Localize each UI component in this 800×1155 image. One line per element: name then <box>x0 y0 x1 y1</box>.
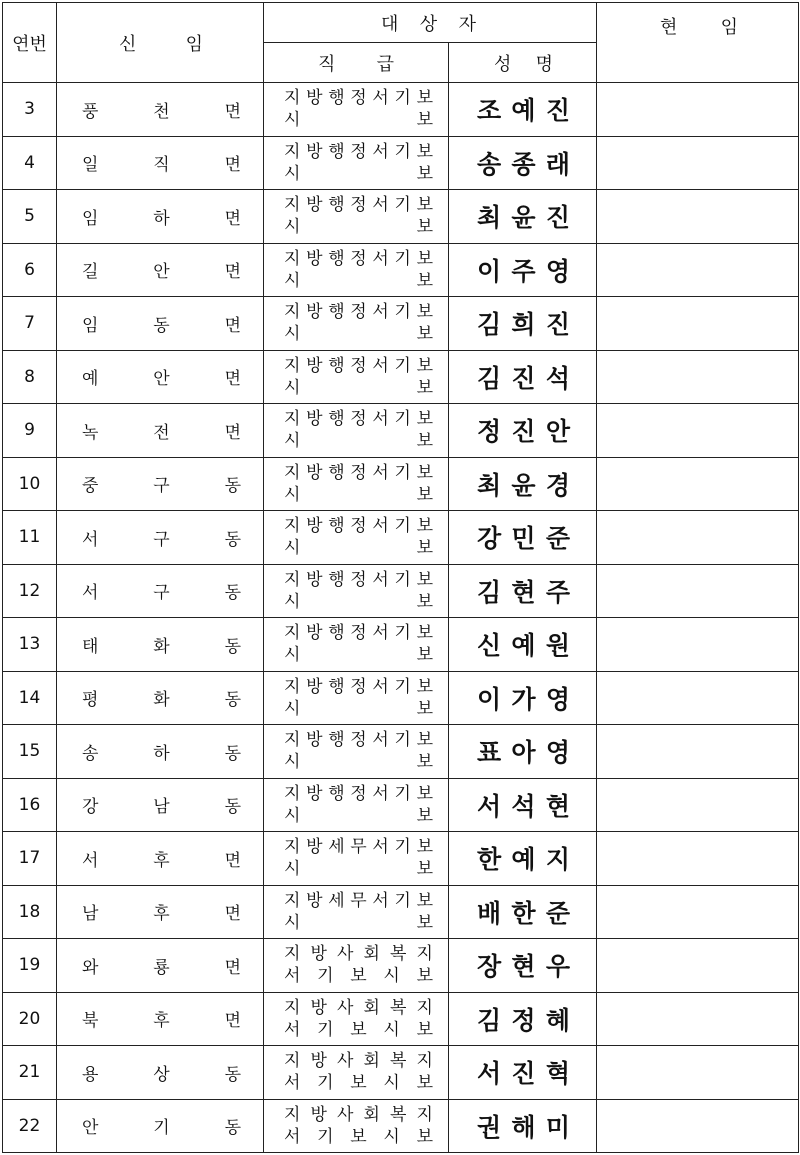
row-number: 14 <box>3 671 57 725</box>
person-name: 배 한 준 <box>477 898 570 928</box>
rank-cell <box>264 1046 449 1100</box>
new-post: 일 직 면 <box>82 155 241 176</box>
name-cell <box>449 564 597 618</box>
new-post-cell <box>57 511 264 565</box>
table-row <box>3 992 799 1046</box>
row-number: 10 <box>3 457 57 511</box>
row-number: 8 <box>3 350 57 404</box>
name-cell <box>449 136 597 190</box>
current-post-cell <box>597 511 799 565</box>
current-post-cell <box>597 190 799 244</box>
row-number: 6 <box>3 243 57 297</box>
rank-cell <box>264 350 449 404</box>
current-post-cell <box>597 404 799 458</box>
new-post-cell <box>57 671 264 725</box>
new-post: 남 후 면 <box>82 904 241 925</box>
person-name: 이 가 영 <box>477 684 570 714</box>
rank-line2: 시 보 <box>284 110 433 131</box>
current-post-cell <box>597 1046 799 1100</box>
name-cell <box>449 1046 597 1100</box>
new-post-cell <box>57 457 264 511</box>
row-number: 17 <box>3 832 57 886</box>
new-post: 용 상 동 <box>82 1064 241 1085</box>
row-number: 11 <box>3 511 57 565</box>
header-target <box>264 3 597 43</box>
current-post-cell <box>597 83 799 137</box>
person-name: 조 예 진 <box>477 96 570 126</box>
row-number: 15 <box>3 725 57 779</box>
rank-cell <box>264 671 449 725</box>
new-post-cell <box>57 1099 264 1153</box>
rank-line2: 시 보 <box>284 698 433 719</box>
rank-line1: 지 방 행 정 서 기 보 <box>284 141 433 162</box>
table-row <box>3 297 799 351</box>
rank-cell <box>264 885 449 939</box>
appointment-table-sheet <box>2 2 799 1153</box>
name-cell <box>449 83 597 137</box>
new-post-cell <box>57 297 264 351</box>
table-row <box>3 832 799 886</box>
table-row <box>3 511 799 565</box>
table-row <box>3 671 799 725</box>
row-number: 7 <box>3 297 57 351</box>
new-post: 태 화 동 <box>82 636 241 657</box>
person-name: 장 현 우 <box>477 952 570 982</box>
table-row <box>3 778 799 832</box>
new-post-cell <box>57 832 264 886</box>
name-cell <box>449 297 597 351</box>
person-name: 최 윤 진 <box>477 203 570 233</box>
new-post-cell <box>57 992 264 1046</box>
current-post-cell <box>597 564 799 618</box>
rank-line2: 시 보 <box>284 324 433 345</box>
rank-line2: 시 보 <box>284 805 433 826</box>
row-number: 9 <box>3 404 57 458</box>
new-post-cell <box>57 564 264 618</box>
table-row <box>3 457 799 511</box>
row-number: 19 <box>3 939 57 993</box>
header-appointment-text: 신 임 <box>119 33 203 55</box>
name-cell <box>449 992 597 1046</box>
header-name <box>449 43 597 83</box>
row-number: 22 <box>3 1099 57 1153</box>
current-post-cell <box>597 992 799 1046</box>
new-post: 길 안 면 <box>82 262 241 283</box>
name-cell <box>449 618 597 672</box>
rank-line2: 시 보 <box>284 912 433 933</box>
new-post-cell <box>57 243 264 297</box>
rank-line1: 지 방 행 정 서 기 보 <box>284 302 433 323</box>
person-name: 강 민 준 <box>477 524 570 554</box>
name-cell <box>449 457 597 511</box>
name-cell <box>449 190 597 244</box>
current-post-cell <box>597 136 799 190</box>
rank-line1: 지 방 행 정 서 기 보 <box>284 516 433 537</box>
current-post-cell <box>597 297 799 351</box>
new-post: 평 화 동 <box>82 690 241 711</box>
current-post-cell <box>597 671 799 725</box>
rank-line1: 지 방 사 회 복 지 <box>284 997 433 1018</box>
row-number: 20 <box>3 992 57 1046</box>
current-post-cell <box>597 832 799 886</box>
table-row <box>3 564 799 618</box>
person-name: 권 해 미 <box>477 1112 570 1142</box>
rank-cell <box>264 511 449 565</box>
table-row <box>3 939 799 993</box>
rank-line1: 지 방 행 정 서 기 보 <box>284 462 433 483</box>
header-rank <box>264 43 449 83</box>
new-post: 풍 천 면 <box>82 101 241 122</box>
table-row <box>3 725 799 779</box>
person-name: 이 주 영 <box>477 256 570 286</box>
rank-line1: 지 방 세 무 서 기 보 <box>284 837 433 858</box>
rank-line1: 지 방 행 정 서 기 보 <box>284 248 433 269</box>
rank-line2: 시 보 <box>284 270 433 291</box>
rank-line1: 지 방 행 정 서 기 보 <box>284 355 433 376</box>
name-cell <box>449 404 597 458</box>
header-target-text: 대 상 자 <box>381 13 476 35</box>
new-post-cell <box>57 618 264 672</box>
current-post-cell <box>597 939 799 993</box>
new-post-cell <box>57 83 264 137</box>
new-post-cell <box>57 778 264 832</box>
new-post: 안 기 동 <box>82 1118 241 1139</box>
rank-line1: 지 방 행 정 서 기 보 <box>284 409 433 430</box>
name-cell <box>449 778 597 832</box>
name-cell <box>449 832 597 886</box>
person-name: 정 진 안 <box>477 417 570 447</box>
rank-line1: 지 방 세 무 서 기 보 <box>284 890 433 911</box>
table-row <box>3 190 799 244</box>
current-post-cell <box>597 457 799 511</box>
header-name-text: 성 명 <box>494 53 553 75</box>
header-appointment <box>57 3 264 83</box>
new-post-cell <box>57 885 264 939</box>
name-cell <box>449 511 597 565</box>
rank-cell <box>264 1099 449 1153</box>
header-current-text: 현 임 <box>660 17 738 38</box>
table-row <box>3 885 799 939</box>
current-post-cell <box>597 778 799 832</box>
rank-cell <box>264 243 449 297</box>
name-cell <box>449 939 597 993</box>
rank-line1: 지 방 행 정 서 기 보 <box>284 88 433 109</box>
rank-line2: 시 보 <box>284 752 433 773</box>
current-post-cell <box>597 350 799 404</box>
header-no: 연번 <box>3 3 57 83</box>
person-name: 표 아 영 <box>477 738 570 768</box>
table-row <box>3 136 799 190</box>
name-cell <box>449 885 597 939</box>
person-name: 김 희 진 <box>477 310 570 340</box>
name-cell <box>449 350 597 404</box>
table-row <box>3 618 799 672</box>
rank-line2: 시 보 <box>284 484 433 505</box>
new-post: 임 동 면 <box>82 315 241 336</box>
new-post: 강 남 동 <box>82 797 241 818</box>
person-name: 최 윤 경 <box>477 470 570 500</box>
rank-line2: 서 기 보 시 보 <box>284 1073 433 1094</box>
row-number: 12 <box>3 564 57 618</box>
table-row <box>3 1046 799 1100</box>
new-post: 와 룡 면 <box>82 957 241 978</box>
rank-line2: 시 보 <box>284 591 433 612</box>
new-post-cell <box>57 350 264 404</box>
row-number: 5 <box>3 190 57 244</box>
rank-line2: 서 기 보 시 보 <box>284 966 433 987</box>
header-rank-text: 직 급 <box>318 53 394 75</box>
row-number: 13 <box>3 618 57 672</box>
rank-line1: 지 방 사 회 복 지 <box>284 1104 433 1125</box>
table-row <box>3 404 799 458</box>
name-cell <box>449 725 597 779</box>
new-post-cell <box>57 1046 264 1100</box>
table-row <box>3 83 799 137</box>
table-body <box>3 83 799 1153</box>
rank-line2: 시 보 <box>284 538 433 559</box>
rank-cell <box>264 564 449 618</box>
header-current <box>597 3 799 83</box>
new-post: 송 하 동 <box>82 743 241 764</box>
row-number: 18 <box>3 885 57 939</box>
rank-cell <box>264 297 449 351</box>
rank-line1: 지 방 행 정 서 기 보 <box>284 783 433 804</box>
new-post: 북 후 면 <box>82 1011 241 1032</box>
current-post-cell <box>597 725 799 779</box>
person-name: 송 종 래 <box>477 149 570 179</box>
rank-line1: 지 방 사 회 복 지 <box>284 944 433 965</box>
current-post-cell <box>597 243 799 297</box>
person-name: 신 예 원 <box>477 631 570 661</box>
new-post-cell <box>57 136 264 190</box>
rank-line1: 지 방 행 정 서 기 보 <box>284 676 433 697</box>
person-name: 김 정 혜 <box>477 1005 570 1035</box>
name-cell <box>449 671 597 725</box>
rank-cell <box>264 404 449 458</box>
table-row <box>3 243 799 297</box>
row-number: 3 <box>3 83 57 137</box>
rank-cell <box>264 136 449 190</box>
new-post: 서 구 동 <box>82 583 241 604</box>
name-cell <box>449 1099 597 1153</box>
person-name: 한 예 지 <box>477 845 570 875</box>
person-name: 김 현 주 <box>477 577 570 607</box>
new-post: 서 구 동 <box>82 529 241 550</box>
rank-cell <box>264 190 449 244</box>
rank-cell <box>264 725 449 779</box>
table-row <box>3 350 799 404</box>
new-post: 서 후 면 <box>82 850 241 871</box>
rank-line2: 시 보 <box>284 645 433 666</box>
person-name: 서 석 현 <box>477 791 570 821</box>
row-number: 21 <box>3 1046 57 1100</box>
rank-cell <box>264 457 449 511</box>
rank-line2: 시 보 <box>284 163 433 184</box>
person-name: 김 진 석 <box>477 363 570 393</box>
rank-line2: 시 보 <box>284 377 433 398</box>
new-post: 중 구 동 <box>82 476 241 497</box>
rank-cell <box>264 618 449 672</box>
current-post-cell <box>597 885 799 939</box>
rank-line2: 시 보 <box>284 431 433 452</box>
rank-line1: 지 방 사 회 복 지 <box>284 1051 433 1072</box>
new-post: 예 안 면 <box>82 369 241 390</box>
rank-line1: 지 방 행 정 서 기 보 <box>284 569 433 590</box>
rank-cell <box>264 939 449 993</box>
rank-line2: 시 보 <box>284 859 433 880</box>
rank-line2: 서 기 보 시 보 <box>284 1019 433 1040</box>
rank-cell <box>264 992 449 1046</box>
rank-line2: 시 보 <box>284 217 433 238</box>
person-name: 서 진 혁 <box>477 1059 570 1089</box>
rank-line1: 지 방 행 정 서 기 보 <box>284 623 433 644</box>
new-post-cell <box>57 190 264 244</box>
new-post: 녹 전 면 <box>82 422 241 443</box>
current-post-cell <box>597 618 799 672</box>
row-number: 4 <box>3 136 57 190</box>
current-post-cell <box>597 1099 799 1153</box>
new-post-cell <box>57 939 264 993</box>
rank-cell <box>264 832 449 886</box>
rank-cell <box>264 778 449 832</box>
new-post: 임 하 면 <box>82 208 241 229</box>
row-number: 16 <box>3 778 57 832</box>
appointment-table <box>2 2 799 1153</box>
rank-line1: 지 방 행 정 서 기 보 <box>284 195 433 216</box>
name-cell <box>449 243 597 297</box>
rank-cell <box>264 83 449 137</box>
rank-line2: 서 기 보 시 보 <box>284 1126 433 1147</box>
new-post-cell <box>57 725 264 779</box>
table-row <box>3 1099 799 1153</box>
new-post-cell <box>57 404 264 458</box>
rank-line1: 지 방 행 정 서 기 보 <box>284 730 433 751</box>
